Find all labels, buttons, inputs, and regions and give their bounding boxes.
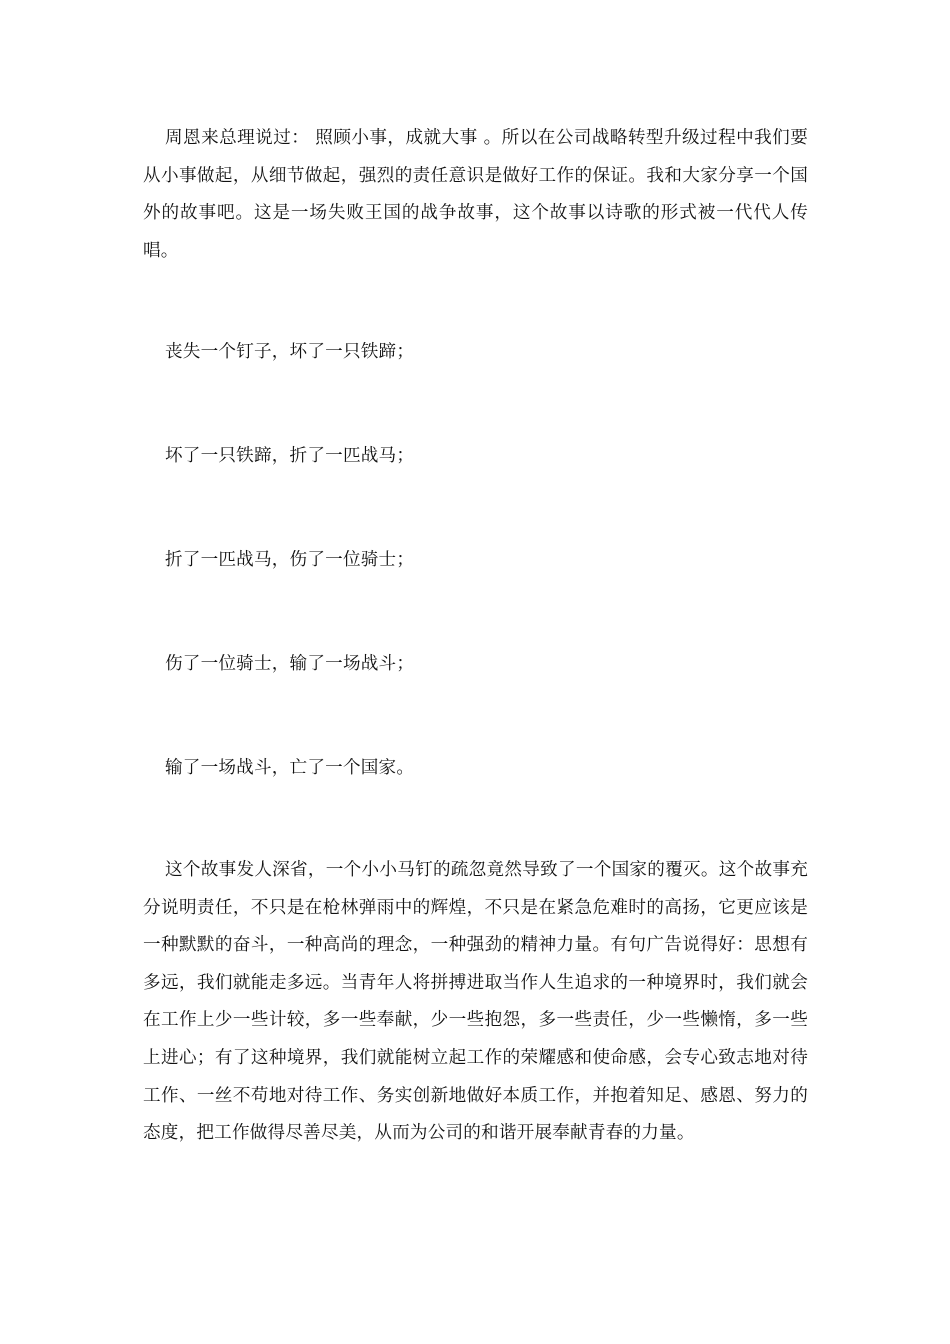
verse-line-4: 伤了一位骑士，输了一场战斗； <box>165 654 415 674</box>
intro-paragraph: 周恩来总理说过： 照顾小事，成就大事 。所以在公司战略转型升级过程中我们要从小事做起，从细节做起，强烈的责任意识是做好工作的保证。我和大家分享一个国外的故事吧。这是一场失败王国的战争故事，这个故事以诗歌的形式被一代代人传唱。 <box>143 128 808 261</box>
verse-line-3: 折了一匹战马，伤了一位骑士； <box>165 550 415 570</box>
closing-paragraph: 这个故事发人深省，一个小小马钉的疏忽竟然导致了一个国家的覆灭。这个故事充分说明责任，不只是在枪林弹雨中的辉煌，不只是在紧急危难时的高扬，它更应该是一种默默的奋斗，一种高尚的理念，一种强劲的精神力量。有句广告说得好：思想有多远，我们就能走多远。当青年人将拼搏进取当作人生追求的一种境界时，我们就会在工作上少一些计较，多一些奉献，少一些抱怨，多一些责任，少一些懒惰，多一些上进心；有了这种境界，我们就能树立起工作的荣耀感和使命感，会专心致志地对待工作、一丝不苟地对待工作、务实创新地做好本质工作，并抱着知足、感恩、努力的态度，把工作做得尽善尽美，从而为公司的和谐开展奉献青春的力量。 <box>143 860 808 1144</box>
verse-line-1: 丧失一个钉子，坏了一只铁蹄； <box>165 342 415 362</box>
verse-line-2: 坏了一只铁蹄，折了一匹战马； <box>165 446 415 466</box>
verse-line-5: 输了一场战斗，亡了一个国家。 <box>165 758 415 778</box>
